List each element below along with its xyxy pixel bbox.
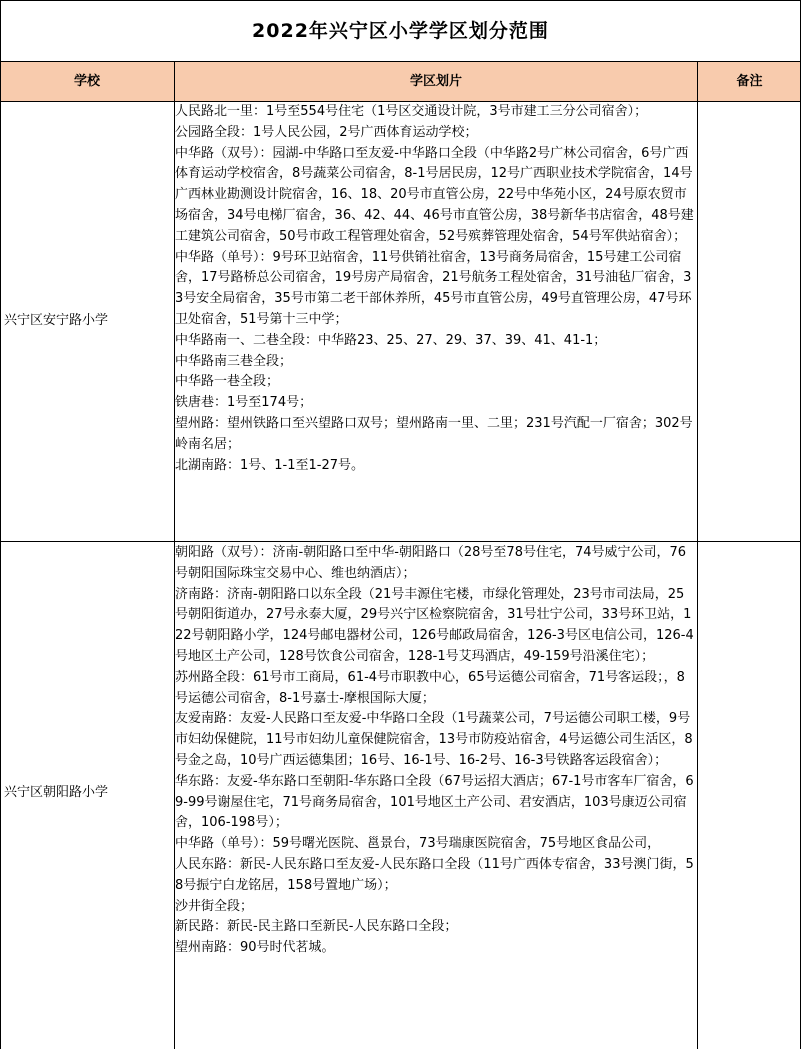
district-line: 友爱南路：友爱-人民路口至友爱-中华路口全段（1号蔬菜公司，7号运德公司职工楼，9号市妇幼保健院，11号市妇幼儿童保健院宿舍，13号市防疫站宿舍，4号运德公司生活区，8号金之岛，10号广西运德集团；16号、16-1号、16-2号、16-3号铁路客运段宿舍）； <box>175 711 693 768</box>
district-line: 沙井街全段； <box>175 898 254 914</box>
column-divider <box>697 61 698 1049</box>
district-line: 北湖南路：1号、1-1至1-27号。 <box>175 457 365 473</box>
district-cell <box>175 102 695 476</box>
school-name: 兴宁区安宁路小学 <box>4 313 109 328</box>
district-line: 望州路：望州铁路口至兴望路口双号；望州路南一里、二里；231号汽配一厂宿舍；302号岭南名居； <box>175 415 693 452</box>
district-line: 公园路全段：1号人民公园，2号广西体育运动学校； <box>175 124 478 140</box>
district-line: 中华路一巷全段； <box>175 374 280 390</box>
district-line: 中华路（单号）：59号曙光医院、邕景台，73号瑞康医院宿舍，75号地区食品公司， <box>175 836 661 852</box>
district-line: 人民路北一里：1号至554号住宅（1号区交通设计院，3号市建工三分公司宿舍）； <box>175 104 648 119</box>
school-name: 兴宁区朝阳路小学 <box>4 785 109 800</box>
district-line: 铁唐巷：1号至174号； <box>175 395 313 411</box>
border-left <box>0 61 1 1049</box>
header-school: 学校 <box>0 61 174 102</box>
row-divider <box>0 541 801 542</box>
district-line: 济南路：济南-朝阳路口以东全段（21号丰源住宅楼，市绿化管理处，23号市司法局，25号朝阳街道办，27号永泰大厦，29号兴宁区检察院宿舍，31号壮宁公司，33号环卫站，122号朝阳路小学，124号邮电器材公司，126号邮政局宿舍，126-3号区电信公司，126-4号地区土产公司，128号饮食公司宿舍，128-1号艾玛酒店，49-159号沿溪住宅）； <box>175 586 694 664</box>
page-title: 2022年兴宁区小学学区划分范围 <box>0 0 801 62</box>
district-line: 华东路：友爱-华东路口至朝阳-华东路口全段（67号运招大酒店；67-1号市客车厂宿舍，69-99号谢屋住宅，71号商务局宿舍，101号地区土产公司、君安酒店，103号康迈公司宿舍，106-198号）； <box>175 773 694 831</box>
district-line: 中华路南三巷全段； <box>175 353 293 369</box>
district-line: 中华路南一、二巷全段：中华路23、25、27、29、37、39、41、41-1； <box>175 332 607 348</box>
district-line: 人民东路：新民-人民东路口至友爱-人民东路口全段（11号广西体专宿舍，33号澳门街，58号振宁白龙铭居，158号置地广场）； <box>175 856 694 893</box>
header-note: 备注 <box>698 61 801 102</box>
column-divider <box>174 61 175 1049</box>
district-line: 中华路（双号）：园湖-中华路口至友爱-中华路口全段（中华路2号广林公司宿舍，6号广西体育运动学校宿舍，8号蔬菜公司宿舍，8-1号居民房，12号广西职业技术学院宿舍，14号广西林业勘测设计院宿舍，16、18、20号市直管公房，22号中华苑小区，24号原农贸市场宿舍，34号电梯厂宿舍，36、42、44、46号市直管公房，38号新华书店宿舍，48号建工建筑公司宿舍，50号市政工程管理处宿舍，52号殡葬管理处宿舍，54号军供站宿舍）； <box>175 145 694 244</box>
district-line: 新民路：新民-民主路口至新民-人民东路口全段； <box>175 919 458 935</box>
district-line: 苏州路全段：61号市工商局，61-4号市职教中心，65号运德公司宿舍，71号客运段；，8号运德公司宿舍，8-1号嘉士-摩根国际大厦； <box>175 669 685 706</box>
district-cell <box>175 543 695 959</box>
header-district: 学区划片 <box>175 61 697 102</box>
district-line: 朝阳路（双号）：济南-朝阳路口至中华-朝阳路口（28号至78号住宅，74号威宁公司，76号朝阳国际珠宝交易中心、维也纳酒店）； <box>175 545 687 581</box>
district-line: 望州南路：90号时代茗城。 <box>175 940 335 956</box>
district-line: 中华路（单号）：9号环卫站宿舍，11号供销社宿舍，13号商务局宿舍，15号建工公司宿舍，17号路桥总公司宿舍，19号房产局宿舍，21号航务工程处宿舍，31号油毡厂宿舍，33号安全局宿舍，35号市第二老干部休养所，45号市直管公房，49号直管理公房，47号环卫处宿舍，51号第十三中学； <box>175 249 692 327</box>
